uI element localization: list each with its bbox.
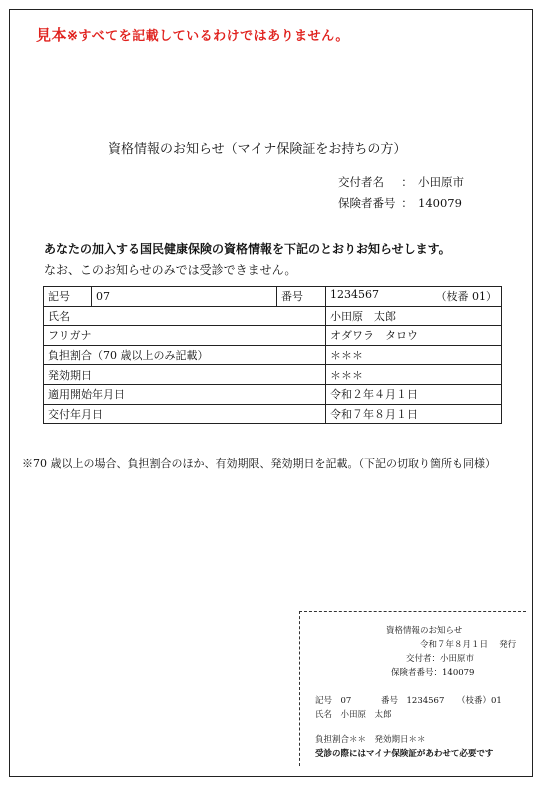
bango-value: 1234567 bbox=[330, 288, 379, 302]
edaban-value: （枝番 01） bbox=[435, 290, 497, 304]
kigo-label: 記号 bbox=[44, 287, 92, 307]
cutout-issuer: 交付者：小田原市 bbox=[406, 654, 475, 664]
kigo-value: 07 bbox=[92, 287, 277, 307]
row-label: 発効期日 bbox=[44, 365, 326, 385]
cutout-kigo: 記号 07 bbox=[315, 696, 352, 706]
document-title: 資格情報のお知らせ（マイナ保険証をお持ちの方） bbox=[108, 142, 407, 157]
cutout-card bbox=[299, 611, 526, 766]
issuer-name-sep: ： bbox=[401, 175, 413, 189]
table-row bbox=[44, 404, 502, 424]
issuer-name-row bbox=[338, 172, 464, 193]
table-row bbox=[44, 306, 502, 326]
row-label: 交付年月日 bbox=[44, 404, 326, 424]
cutout-notice: 受診の際にはマイナ保険証があわせて必要です bbox=[315, 749, 494, 759]
table-row bbox=[44, 365, 502, 385]
cutout-name: 氏名 小田原 太郎 bbox=[315, 710, 392, 720]
row-value: オダワラ タロウ bbox=[326, 326, 502, 346]
footnote: ※70 歳以上の場合、負担割合のほか、有効期限、発効期日を記載。（下記の切取り箇所も同様） bbox=[22, 457, 496, 470]
insurer-number-row bbox=[338, 193, 464, 214]
sample-label: 見本 bbox=[36, 26, 68, 44]
row-value: 小田原 太郎 bbox=[326, 306, 502, 326]
row-label: 適用開始年月日 bbox=[44, 384, 326, 404]
cutout-edaban: （枝番）01 bbox=[457, 696, 502, 706]
issuer-name-label: 交付者名 bbox=[338, 175, 384, 189]
row-label: フリガナ bbox=[44, 326, 326, 346]
table-row bbox=[44, 345, 502, 365]
row-label: 負担割合（70 歳以上のみ記載） bbox=[44, 345, 326, 365]
row-value: 令和２年４月１日 bbox=[326, 384, 502, 404]
row-value: ＊＊＊ bbox=[326, 345, 502, 365]
issuer-block bbox=[338, 172, 464, 214]
issuer-name-value: 小田原市 bbox=[418, 175, 464, 189]
table-row bbox=[44, 287, 502, 307]
intro-line-2: なお、このお知らせのみでは受診できません。 bbox=[44, 263, 297, 277]
row-value: ＊＊＊ bbox=[326, 365, 502, 385]
cutout-issued: 令和７年８月１日 発行 bbox=[420, 640, 517, 650]
bango-cell bbox=[326, 287, 502, 307]
bango-label: 番号 bbox=[277, 287, 326, 307]
insurer-number-sep: ： bbox=[401, 196, 413, 210]
table-row bbox=[44, 326, 502, 346]
insurer-number-value: 140079 bbox=[418, 196, 462, 210]
insurer-number-label: 保険者番号 bbox=[338, 196, 396, 210]
cutout-bango: 番号 1234567 bbox=[381, 696, 445, 706]
row-value: 令和７年８月１日 bbox=[326, 404, 502, 424]
table-row bbox=[44, 384, 502, 404]
cutout-insurer-number: 保険者番号：140079 bbox=[391, 668, 475, 678]
row-label: 氏名 bbox=[44, 306, 326, 326]
sample-text: ※すべてを記載しているわけではありません。 bbox=[67, 29, 349, 44]
sample-notice bbox=[36, 24, 349, 45]
intro-line-1: あなたの加入する国民健康保険の資格情報を下記のとおりお知らせします。 bbox=[44, 242, 451, 256]
qualification-info-table bbox=[43, 286, 502, 424]
cutout-burden: 負担割合＊＊ 発効期日＊＊ bbox=[315, 735, 426, 745]
cutout-title: 資格情報のお知らせ bbox=[386, 626, 463, 636]
